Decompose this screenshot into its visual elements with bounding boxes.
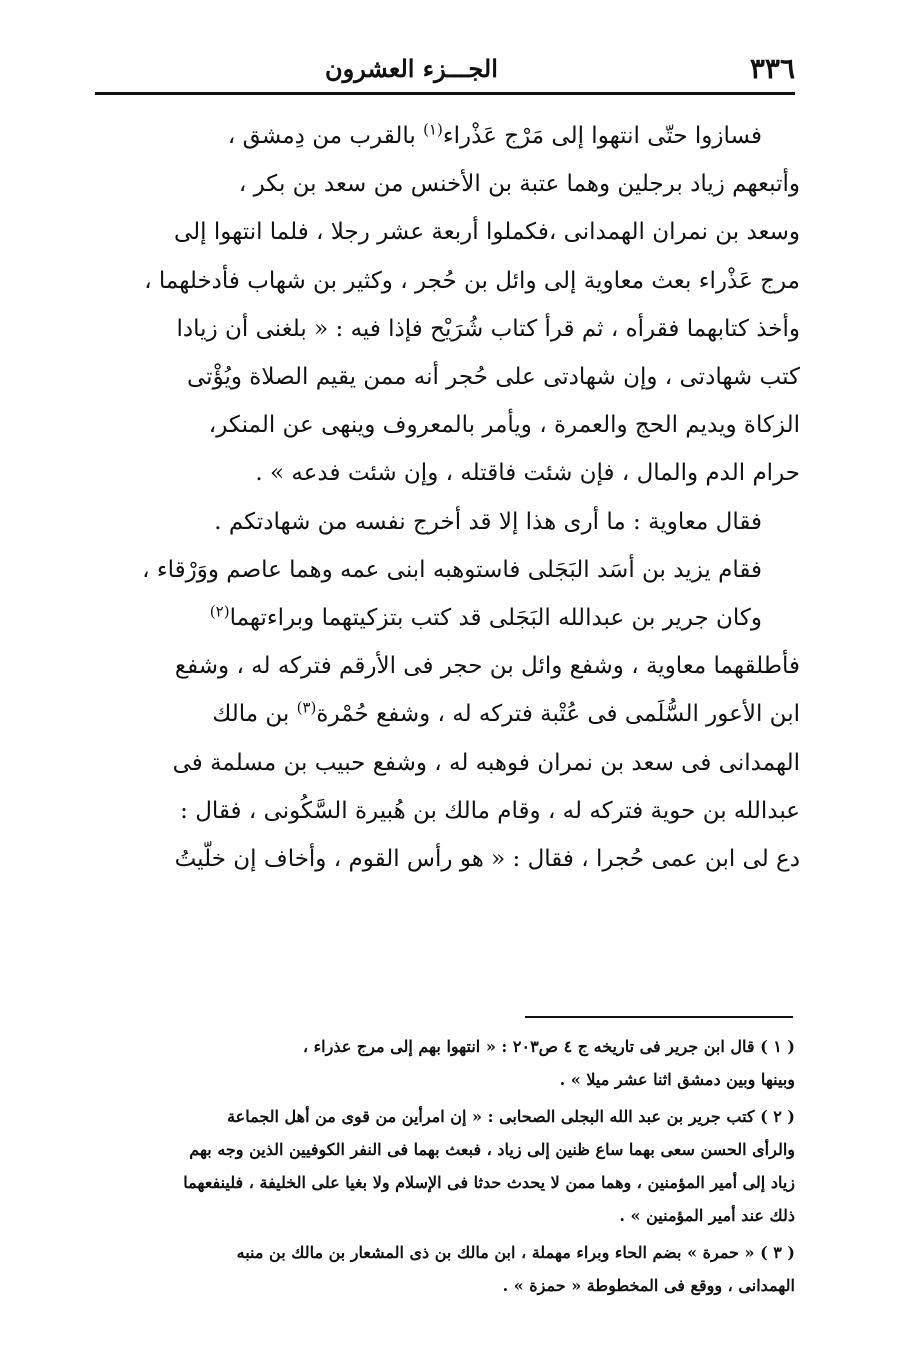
body-line: وسعد بن نمران الهمدانى ،فكملوا أربعة عشر رجلا ، فلما انتهوا إلى xyxy=(174,219,800,246)
body-line: كتب شهادتى ، وإن شهادتى على حُجر أنه ممن يقيم الصلاة ويُؤْتى xyxy=(187,364,800,391)
page-header xyxy=(95,48,795,88)
body-line: عبدالله بن حوية فتركه له ، وقام مالك بن هُبيرة السَّكُونى ، فقال : xyxy=(180,797,800,824)
footnote-line: ( ٣ ) « حمرة » بضم الحاء وبراء مهملة ، ابن مالك بن ذى المشعار بن مالك بن منبه xyxy=(236,1243,795,1262)
body-line: دع لى ابن عمى حُجرا ، فقال : « هو رأس القوم ، وأخاف إن خلّيتُ xyxy=(174,846,800,873)
footnote-line: الهمدانى ، ووقع فى المخطوطة « حمزة » . xyxy=(502,1276,795,1295)
body-line: مرج عَذْراء بعث معاوية إلى وائل بن حُجر ، وكثير بن شهاب فأدخلهما ، xyxy=(144,267,800,294)
body-line: وأتبعهم زياد برجلين وهما عتبة بن الأخنس من سعد بن بكر ، xyxy=(238,171,800,198)
footnote-line: زياد إلى أمير المؤمنين ، وهما ممن لا يحدث حدثا فى الإسلام ولا بغيا على الخليفة ، فلينفعهما xyxy=(183,1173,795,1192)
body-line: وكان جرير بن عبدالله البَجَلى قد كتب بتزكيتهما وبراءتهما$^{(٢)}$ xyxy=(209,602,762,632)
body-line: فقال معاوية : ما أرى هذا إلا قد أخرج نفسه من شهادتكم . xyxy=(214,508,762,535)
body-line: وأخذ كتابهما فقرأه ، ثم قرأ كتاب شُرَيْح فإذا فيه : « بلغنى أن زيادا xyxy=(176,315,800,342)
body-line: فسازوا حتّى انتهوا إلى مَرْج عَذْراء$^{(١)}$ بالقرب من دِمشق ، xyxy=(227,120,762,149)
running-title: الجـــزء العشرون xyxy=(325,53,498,83)
footnote-line: ( ١ ) قال ابن جرير فى تاريخه ج ٤ ص٢٠٣ : « انتهوا بهم إلى مرج عذراء ، xyxy=(302,1037,795,1056)
footnote-line: والرأى الحسن سعى بهما ساع ظنين إلى زياد ، فبعث بهما فى النفر الكوفيين الذين وجه بهم xyxy=(189,1140,795,1159)
footnotes xyxy=(80,1030,795,1302)
footnote-rule xyxy=(525,1016,793,1018)
body-text xyxy=(88,112,800,883)
footnote-ref: (١) xyxy=(423,120,443,139)
header-rule xyxy=(95,92,795,95)
footnote-ref: (٣) xyxy=(296,698,317,717)
body-line: حرام الدم والمال ، فإن شئت فاقتله ، وإن شئت فدعه » . xyxy=(255,460,800,487)
body-line: الزكاة ويديم الحج والعمرة ، ويأمر بالمعروف وينهى عن المنكر، xyxy=(208,412,800,439)
footnote-line: ( ٢ ) كتب جرير بن عبد الله البجلى الصحابى : « إن امرأين من قوى من أهل الجماعة xyxy=(227,1107,795,1126)
footnote-line: وبينها وبين دمشق اثنا عشر ميلا » . xyxy=(559,1070,795,1089)
footnote-ref: (٢) xyxy=(209,602,230,621)
page-number: ٣٣٦ xyxy=(749,51,795,85)
body-line: الهمدانى فى سعد بن نمران فوهبه له ، وشفع حبيب بن مسلمة فى xyxy=(172,749,800,776)
body-line: ابن الأعور السُّلَمى فى عُتْبة فتركه له ، وشفع حُمْرة$^{(٣)}$ بن مالك xyxy=(212,698,800,728)
body-line: فأطلقهما معاوية ، وشفع وائل بن حجر فى الأرقم فتركه له ، وشفع xyxy=(174,653,800,680)
footnote-line: ذلك عند أمير المؤمنين » . xyxy=(619,1206,795,1225)
body-line: فقام يزيد بن أسَد البَجَلى فاستوهبه ابنى عمه وهما عاصم ووَرْقاء ، xyxy=(142,556,762,583)
